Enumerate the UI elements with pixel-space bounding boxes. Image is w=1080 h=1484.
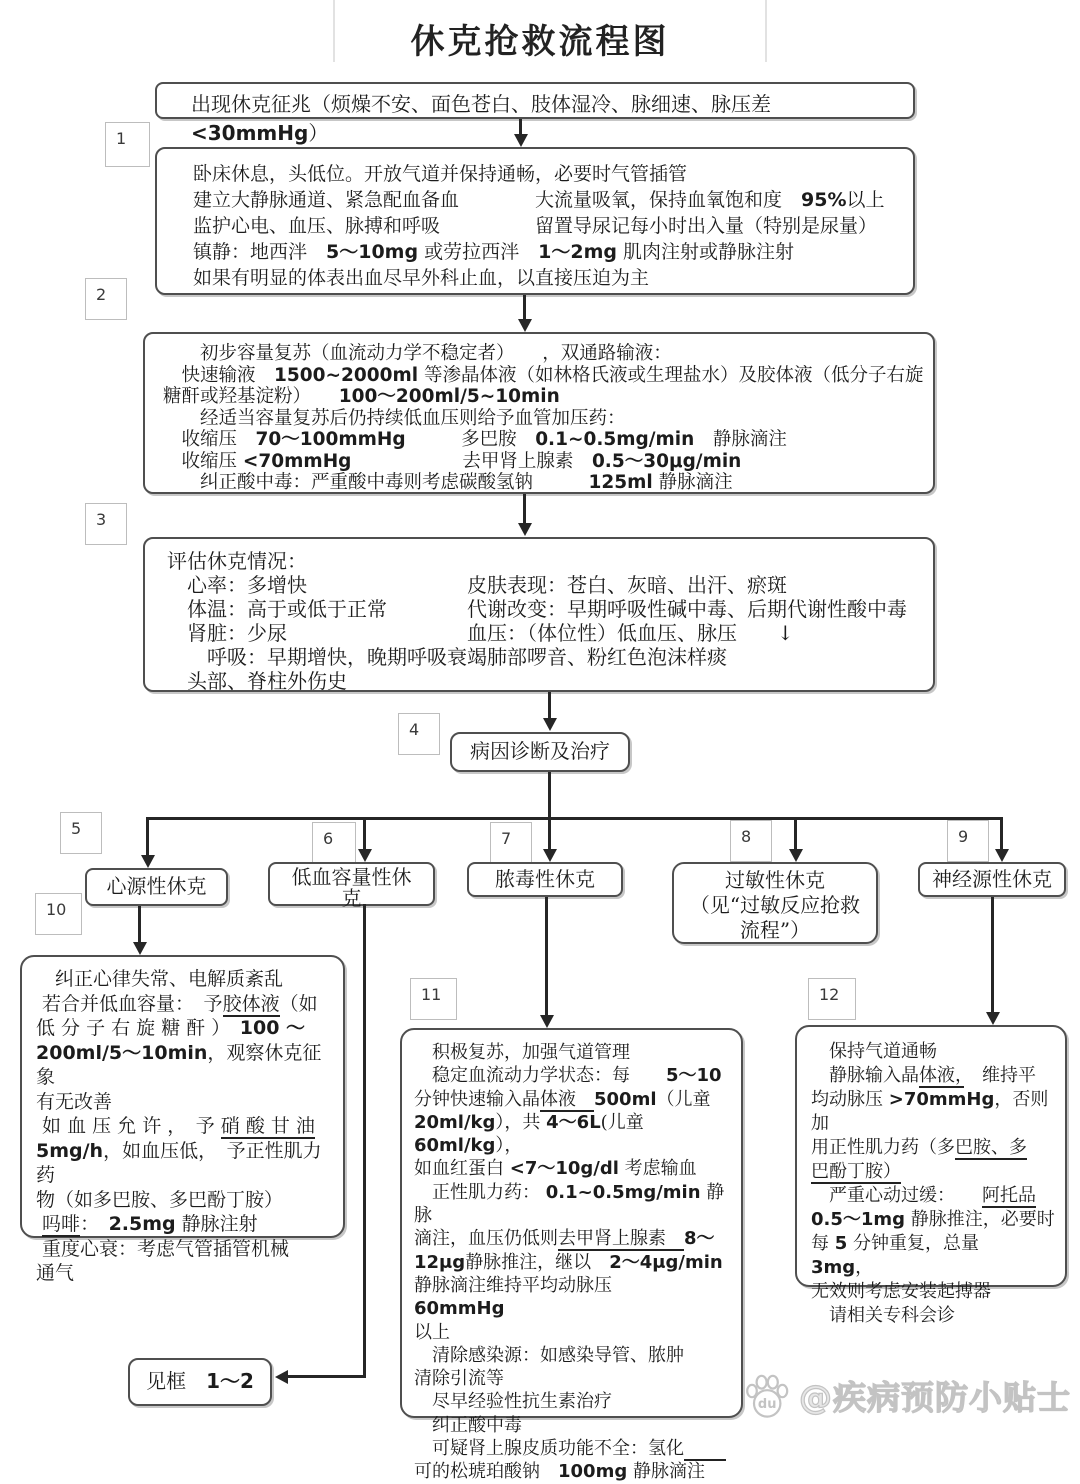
text-line: 呼吸：早期增快，晚期呼吸衰竭肺部啰音、粉红色泡沫样痰 bbox=[167, 645, 727, 669]
node-shock-signs bbox=[155, 82, 915, 145]
arrowhead-down bbox=[995, 849, 1009, 862]
step-tag-8: 8 bbox=[730, 820, 772, 862]
text-line: 5mg/h，如血压低， 予正性肌力药 bbox=[36, 1139, 322, 1186]
connector-7-to-11 bbox=[545, 897, 548, 1015]
text-line: 收缩压 <70mmHg 去甲肾上腺素 0.5～30μg/min bbox=[163, 450, 742, 472]
text-line: 滴注，血压仍低则去甲肾上腺素 8～ bbox=[414, 1228, 715, 1250]
node-label: 低血容量性休克 bbox=[291, 865, 412, 910]
text-line: 纠正酸中毒：严重酸中毒则考虑碳酸氢钠 125ml 静脉滴注 bbox=[163, 472, 733, 493]
arrowhead-down bbox=[543, 849, 557, 862]
text-line: 快速输液 1500~2000ml 等渗晶体液（如林格氏液或生理盐水）及胶体液（低分子右旋 bbox=[163, 364, 924, 386]
arrowhead-down bbox=[514, 134, 528, 147]
text-line: 均动脉压 >70mmHg，否则加 bbox=[811, 1089, 1049, 1134]
text-line: 物（如多巴胺、多巴酚丁胺） bbox=[36, 1188, 284, 1211]
node-label: 病因诊断及治疗 bbox=[470, 739, 610, 763]
text-line: 纠正酸中毒 bbox=[414, 1414, 522, 1436]
text-line: 保持气道通畅 bbox=[811, 1041, 937, 1062]
arrowhead-down bbox=[789, 849, 803, 862]
text-line: 清除感染源：如感染导管、脓肿 bbox=[414, 1344, 684, 1366]
node-see-boxes-1-2 bbox=[128, 1358, 272, 1406]
text-line: 镇静：地西泮 5～10mg 或劳拉西泮 1～2mg 肌肉注射或静脉注射 bbox=[193, 241, 795, 263]
step-tag-2: 2 bbox=[85, 278, 127, 320]
text-line: 严重心动过缓： 阿托品 bbox=[811, 1185, 1036, 1206]
text-line: 如血红蛋白 <7～10g/dl 考虑输血 bbox=[414, 1158, 697, 1180]
node-septic-treatment bbox=[400, 1028, 743, 1483]
text-line: 低 分 子 右 旋 糖 酐 ） 100 ～ bbox=[36, 1017, 306, 1039]
text-line: 卧床休息，头低位。开放气道并保持通畅，必要时气管插管 bbox=[193, 163, 688, 185]
text-line: 见框 1～2 bbox=[146, 1369, 254, 1393]
connector-9-to-12 bbox=[991, 897, 994, 1012]
text-line: 分钟快速输入晶体液 500ml（儿童 bbox=[414, 1088, 711, 1110]
arrowhead-down bbox=[986, 1012, 1000, 1025]
text-line: 静脉输入晶体液， 维持平 bbox=[811, 1065, 1036, 1086]
node-septic-shock bbox=[467, 862, 623, 897]
connector-rail-to-7 bbox=[548, 817, 551, 849]
step-tag-9: 9 bbox=[947, 820, 989, 862]
text-line: 过敏性休克 bbox=[725, 868, 825, 892]
text-line: 0.5～1mg 静脉推注，必要时 bbox=[811, 1209, 1055, 1230]
node-hypovolemic-shock bbox=[268, 862, 435, 910]
step-tag-11: 11 bbox=[410, 978, 457, 1020]
connector-rail-to-9 bbox=[1000, 817, 1003, 849]
text-line: 初步容量复苏（血流动力学不稳定者） ，双通路输液： bbox=[163, 343, 672, 364]
text-line: 可疑肾上腺皮质功能不全：氢化 bbox=[414, 1437, 733, 1460]
text-line: 200ml/5～10min，观察休克征象 bbox=[36, 1041, 322, 1088]
branch-rail bbox=[146, 817, 1003, 820]
baidu-paw-icon bbox=[743, 1373, 791, 1419]
text-line: 清除引流等 bbox=[414, 1368, 504, 1390]
arrowhead-down bbox=[358, 849, 372, 862]
connector-5-to-10 bbox=[138, 906, 141, 942]
connector-6-to-ref-horizontal bbox=[288, 1375, 366, 1378]
connector-2-to-3 bbox=[523, 494, 526, 523]
text-line: 可的松琥珀酸钠 100mg 静脉滴注 bbox=[414, 1461, 705, 1483]
text-line: 流程”） bbox=[739, 918, 811, 942]
text-line: 吗啡： 2.5mg 静脉注射 bbox=[42, 1213, 258, 1235]
text-line: 头部、脊柱外伤史 bbox=[167, 669, 347, 693]
connector-6-to-ref bbox=[363, 904, 366, 1378]
text-line: （见“过敏反应抢救 bbox=[689, 893, 861, 917]
watermark-handle: @疾病预防小贴士 bbox=[799, 1378, 1071, 1417]
arrowhead-down bbox=[518, 523, 532, 536]
step-tag-5: 5 bbox=[60, 812, 102, 854]
page-title: 休克抢救流程图 bbox=[410, 22, 670, 62]
text-line: 积极复苏，加强气道管理 bbox=[414, 1042, 630, 1063]
text-line: 巴酚丁胺） bbox=[811, 1161, 901, 1182]
text-line: 以上 bbox=[414, 1321, 450, 1343]
step-tag-4: 4 bbox=[398, 713, 440, 755]
node-volume-resuscitation bbox=[143, 332, 935, 494]
text-line: 无效则考虑安装起搏器 bbox=[811, 1281, 991, 1302]
arrowhead-left bbox=[275, 1370, 288, 1384]
text-line: 收缩压 70～100mmHg 多巴胺 0.1~0.5mg/min 静脉滴注 bbox=[163, 429, 787, 450]
connector-start-to-1 bbox=[519, 119, 522, 135]
text-line: 若合并低血容量： 予胶体液（如 bbox=[36, 992, 318, 1015]
arrowhead-down bbox=[133, 942, 147, 955]
node-label: 心源性休克 bbox=[106, 874, 207, 898]
connector-rail-to-5 bbox=[146, 817, 149, 855]
text-line: 12μg静脉推注，继以 2～4μg/min bbox=[414, 1251, 723, 1273]
text-line: 体温：高于或低于正常 代谢改变：早期呼吸性碱中毒、后期代谢性酸中毒 bbox=[167, 597, 907, 621]
node-neurogenic-treatment bbox=[795, 1025, 1067, 1326]
step-tag-1: 1 bbox=[105, 122, 150, 167]
step-tag-12: 12 bbox=[808, 978, 856, 1020]
connector-rail-to-6 bbox=[363, 817, 366, 849]
arrowhead-down bbox=[543, 718, 557, 731]
text-line: 评估休克情况： bbox=[167, 549, 307, 573]
text-line: 心率：多增快 皮肤表现：苍白、灰暗、出汗、瘀斑 bbox=[167, 573, 787, 597]
step-tag-6: 6 bbox=[312, 822, 356, 864]
text-line: 请相关专科会诊 bbox=[811, 1305, 955, 1326]
text-line: 用正性肌力药（多巴胺、多 bbox=[811, 1137, 1027, 1158]
connector-4-to-rail bbox=[548, 772, 551, 819]
text-line: 肾脏：少尿 血压：（体位性）低血压、脉压 ↓ bbox=[167, 621, 794, 645]
text-line: 糖酐或羟基淀粉） 100～200ml/5~10min bbox=[163, 386, 560, 407]
step-tag-7: 7 bbox=[490, 822, 532, 864]
text-line: 重度心衰：考虑气管插管机械 bbox=[36, 1237, 290, 1260]
node-neurogenic-shock bbox=[918, 862, 1066, 897]
text-line: 20ml/kg），共 4～6L(儿童 60ml/kg）， bbox=[414, 1111, 650, 1157]
text-line: 有无改善 bbox=[36, 1090, 113, 1113]
arrowhead-down bbox=[540, 1015, 554, 1028]
node-label: 神经源性休克 bbox=[932, 867, 1052, 891]
text-line: 每 5 分钟重复，总量 3mg， bbox=[811, 1233, 997, 1278]
text-line: 监护心电、血压、脉搏和呼吸 留置导尿记每小时出入量（特别是尿量） bbox=[193, 215, 878, 237]
text-line: 如果有明显的体表出血尽早外科止血，以直接压迫为主 bbox=[193, 267, 650, 289]
text-line: 如 血 压 允 许 ， 予 硝 酸 甘 油 bbox=[36, 1115, 315, 1137]
node-assess-shock bbox=[143, 537, 935, 692]
svg-text:du: du bbox=[757, 1396, 777, 1412]
node-cardiogenic-treatment bbox=[20, 955, 345, 1284]
text-line: 纠正心律失常、电解质紊乱 bbox=[36, 968, 284, 990]
step-tag-3: 3 bbox=[85, 503, 127, 545]
connector-1-to-2 bbox=[523, 295, 526, 319]
text-line: 稳定血流动力学状态：每 5～10 bbox=[414, 1065, 722, 1087]
connector-3-to-4 bbox=[548, 692, 551, 718]
text-line: 建立大静脉通道、紧急配血备血 大流量吸氧，保持血氧饱和度 95%以上 bbox=[193, 189, 885, 211]
node-cardiogenic-shock bbox=[85, 868, 228, 906]
text-line: 出现休克征兆（烦燥不安、面色苍白、肢体湿冷、脉细速、脉压差 <30mmHg） bbox=[191, 92, 831, 145]
text-line: 通气 bbox=[36, 1262, 75, 1284]
text-line: 经适当容量复苏后仍持续低血压则给予血管加压药： bbox=[163, 407, 626, 429]
step-tag-10: 10 bbox=[35, 893, 82, 935]
text-line: 静脉滴注维持平均动脉压 60mmHg bbox=[414, 1274, 648, 1320]
arrowhead-down bbox=[141, 855, 155, 868]
arrowhead-down bbox=[518, 319, 532, 332]
node-label: 脓毒性休克 bbox=[495, 867, 595, 891]
text-line: 尽早经验性抗生素治疗 bbox=[414, 1391, 612, 1413]
connector-rail-to-8 bbox=[794, 817, 797, 849]
node-initial-measures bbox=[155, 147, 915, 295]
node-etiology-diagnosis bbox=[450, 732, 630, 772]
text-line: 正性肌力药： 0.1~0.5mg/min 静脉 bbox=[414, 1181, 725, 1227]
watermark bbox=[743, 1372, 1071, 1419]
node-anaphylactic-shock bbox=[672, 862, 878, 944]
